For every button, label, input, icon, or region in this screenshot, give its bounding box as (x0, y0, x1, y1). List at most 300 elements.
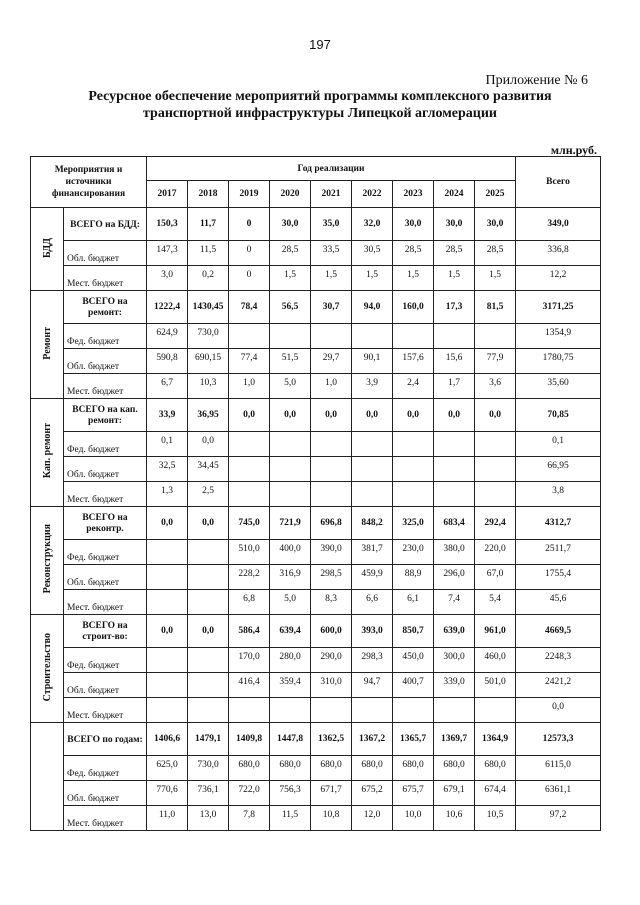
value-cell: 67,0 (475, 565, 516, 590)
value-cell: 1,5 (270, 266, 311, 291)
table-row (31, 781, 601, 806)
value-cell: 11,0 (147, 806, 188, 831)
value-cell: 51,5 (270, 349, 311, 374)
value-cell: 0 (229, 208, 270, 241)
total-cell: 45,6 (516, 590, 601, 615)
value-cell: 400,0 (270, 540, 311, 565)
value-cell: 28,5 (475, 241, 516, 266)
total-cell: 12573,3 (516, 723, 601, 756)
table-total-row (31, 723, 601, 756)
table-row (31, 590, 601, 615)
value-cell: 228,2 (229, 565, 270, 590)
value-cell: 29,7 (311, 349, 352, 374)
value-cell: 416,4 (229, 673, 270, 698)
value-cell (475, 457, 516, 482)
total-cell: 70,85 (516, 399, 601, 432)
value-cell: 33,9 (147, 399, 188, 432)
group-label-cell (31, 399, 64, 507)
row-label: Мест. бюджет (64, 482, 147, 507)
group-label-cell (31, 507, 64, 615)
header-year: 2025 (475, 181, 516, 208)
value-cell: 690,15 (188, 349, 229, 374)
row-label: Фед. бюджет (64, 648, 147, 673)
value-cell (188, 540, 229, 565)
row-label: Мест. бюджет (64, 590, 147, 615)
value-cell: 316,9 (270, 565, 311, 590)
value-cell: 36,95 (188, 399, 229, 432)
table-row (31, 432, 601, 457)
value-cell: 6,7 (147, 374, 188, 399)
total-cell: 2248,3 (516, 648, 601, 673)
row-label: Фед. бюджет (64, 540, 147, 565)
value-cell: 696,8 (311, 507, 352, 540)
value-cell: 0,0 (393, 399, 434, 432)
value-cell: 10,0 (393, 806, 434, 831)
row-label: ВСЕГО на кап. ремонт: (64, 399, 147, 432)
value-cell: 680,0 (229, 756, 270, 781)
value-cell: 2,5 (188, 482, 229, 507)
value-cell (270, 698, 311, 723)
value-cell (475, 324, 516, 349)
value-cell: 30,0 (434, 208, 475, 241)
value-cell (229, 482, 270, 507)
value-cell: 1365,7 (393, 723, 434, 756)
value-cell: 680,0 (352, 756, 393, 781)
value-cell: 160,0 (393, 291, 434, 324)
value-cell (311, 698, 352, 723)
value-cell: 745,0 (229, 507, 270, 540)
table-body (31, 208, 601, 831)
table-total-row (31, 507, 601, 540)
value-cell: 0,0 (188, 507, 229, 540)
value-cell: 675,2 (352, 781, 393, 806)
value-cell: 30,0 (475, 208, 516, 241)
value-cell: 30,7 (311, 291, 352, 324)
value-cell: 501,0 (475, 673, 516, 698)
value-cell: 2,4 (393, 374, 434, 399)
row-label: ВСЕГО на ремонт: (64, 291, 147, 324)
table-row (31, 756, 601, 781)
value-cell (352, 698, 393, 723)
value-cell (229, 432, 270, 457)
value-cell (147, 565, 188, 590)
value-cell: 680,0 (393, 756, 434, 781)
table-row (31, 565, 601, 590)
value-cell: 56,5 (270, 291, 311, 324)
row-label: Мест. бюджет (64, 266, 147, 291)
value-cell: 150,3 (147, 208, 188, 241)
value-cell (188, 565, 229, 590)
group-label: Строительство (41, 632, 53, 702)
value-cell: 77,9 (475, 349, 516, 374)
table-row (31, 673, 601, 698)
value-cell: 1406,6 (147, 723, 188, 756)
title-line-1: Ресурсное обеспечение мероприятий программы комплексного развития (88, 89, 552, 104)
value-cell (393, 324, 434, 349)
value-cell: 722,0 (229, 781, 270, 806)
value-cell: 90,1 (352, 349, 393, 374)
table-row (31, 806, 601, 831)
value-cell: 30,0 (393, 208, 434, 241)
value-cell: 1367,2 (352, 723, 393, 756)
value-cell (434, 457, 475, 482)
header-year-group: Год реализации (147, 157, 516, 181)
header-year: 2024 (434, 181, 475, 208)
value-cell: 147,3 (147, 241, 188, 266)
value-cell: 157,6 (393, 349, 434, 374)
total-cell: 1354,9 (516, 324, 601, 349)
value-cell: 1,5 (393, 266, 434, 291)
value-cell: 8,3 (311, 590, 352, 615)
value-cell (475, 698, 516, 723)
value-cell: 0,0 (311, 399, 352, 432)
row-label: ВСЕГО на реконтр. (64, 507, 147, 540)
row-label: Обл. бюджет (64, 349, 147, 374)
value-cell: 1369,7 (434, 723, 475, 756)
row-label: ВСЕГО по годам: (64, 723, 147, 756)
value-cell: 671,7 (311, 781, 352, 806)
value-cell (311, 457, 352, 482)
value-cell: 736,1 (188, 781, 229, 806)
table-row (31, 266, 601, 291)
value-cell: 624,9 (147, 324, 188, 349)
group-label-cell (31, 208, 64, 291)
table-total-row (31, 208, 601, 241)
value-cell: 220,0 (475, 540, 516, 565)
value-cell: 7,4 (434, 590, 475, 615)
table-row (31, 374, 601, 399)
value-cell: 683,4 (434, 507, 475, 540)
group-label-cell (31, 615, 64, 723)
value-cell (270, 482, 311, 507)
row-label: Мест. бюджет (64, 698, 147, 723)
value-cell: 1,7 (434, 374, 475, 399)
value-cell: 11,7 (188, 208, 229, 241)
value-cell (352, 324, 393, 349)
value-cell: 770,6 (147, 781, 188, 806)
total-cell: 3,8 (516, 482, 601, 507)
table-row (31, 482, 601, 507)
value-cell: 28,5 (434, 241, 475, 266)
value-cell: 510,0 (229, 540, 270, 565)
value-cell: 721,9 (270, 507, 311, 540)
table-row (31, 349, 601, 374)
value-cell: 1222,4 (147, 291, 188, 324)
value-cell: 94,7 (352, 673, 393, 698)
value-cell: 680,0 (270, 756, 311, 781)
value-cell: 28,5 (270, 241, 311, 266)
value-cell: 325,0 (393, 507, 434, 540)
value-cell: 680,0 (475, 756, 516, 781)
total-cell: 35,60 (516, 374, 601, 399)
value-cell: 30,5 (352, 241, 393, 266)
group-label-cell (31, 723, 64, 831)
funding-table (30, 156, 601, 831)
value-cell: 400,7 (393, 673, 434, 698)
group-label-cell (31, 291, 64, 399)
total-cell: 2421,2 (516, 673, 601, 698)
value-cell: 1409,8 (229, 723, 270, 756)
value-cell: 680,0 (434, 756, 475, 781)
row-label: Фед. бюджет (64, 756, 147, 781)
value-cell: 298,3 (352, 648, 393, 673)
value-cell (270, 432, 311, 457)
value-cell: 756,3 (270, 781, 311, 806)
header-row-1 (31, 157, 601, 181)
value-cell: 3,9 (352, 374, 393, 399)
value-cell: 32,0 (352, 208, 393, 241)
value-cell (352, 457, 393, 482)
table-row (31, 324, 601, 349)
total-cell: 97,2 (516, 806, 601, 831)
value-cell: 11,5 (188, 241, 229, 266)
value-cell (311, 432, 352, 457)
value-cell: 310,0 (311, 673, 352, 698)
value-cell: 0,0 (229, 399, 270, 432)
value-cell (434, 324, 475, 349)
value-cell: 3,0 (147, 266, 188, 291)
value-cell: 290,0 (311, 648, 352, 673)
value-cell: 0,0 (188, 432, 229, 457)
table-total-row (31, 399, 601, 432)
table-row (31, 648, 601, 673)
group-label: Реконструкция (41, 524, 53, 594)
value-cell: 3,6 (475, 374, 516, 399)
value-cell: 10,6 (434, 806, 475, 831)
value-cell (393, 432, 434, 457)
appendix-label: Приложение № 6 (485, 73, 588, 88)
value-cell: 0,0 (147, 615, 188, 648)
value-cell (270, 457, 311, 482)
row-label: Фед. бюджет (64, 324, 147, 349)
total-cell: 2511,7 (516, 540, 601, 565)
value-cell: 94,0 (352, 291, 393, 324)
value-cell: 81,5 (475, 291, 516, 324)
value-cell: 1447,8 (270, 723, 311, 756)
value-cell: 0,0 (434, 399, 475, 432)
table-total-row (31, 291, 601, 324)
value-cell: 298,5 (311, 565, 352, 590)
total-cell: 3171,25 (516, 291, 601, 324)
value-cell (270, 324, 311, 349)
value-cell: 359,4 (270, 673, 311, 698)
value-cell: 961,0 (475, 615, 516, 648)
value-cell (352, 482, 393, 507)
value-cell: 1,0 (311, 374, 352, 399)
value-cell: 35,0 (311, 208, 352, 241)
value-cell: 590,8 (147, 349, 188, 374)
row-label: Обл. бюджет (64, 781, 147, 806)
table-row (31, 457, 601, 482)
header-year: 2021 (311, 181, 352, 208)
value-cell: 32,5 (147, 457, 188, 482)
value-cell: 730,0 (188, 756, 229, 781)
value-cell: 674,4 (475, 781, 516, 806)
group-label: Ремонт (41, 326, 53, 360)
value-cell: 292,4 (475, 507, 516, 540)
value-cell (147, 673, 188, 698)
value-cell (188, 590, 229, 615)
value-cell: 0,0 (188, 615, 229, 648)
value-cell (311, 324, 352, 349)
value-cell: 1,5 (352, 266, 393, 291)
value-cell (475, 432, 516, 457)
value-cell (393, 698, 434, 723)
group-label: БДД (41, 237, 53, 258)
title-line-2: транспортной инфраструктуры Липецкой агломерации (143, 106, 497, 121)
total-cell: 1780,75 (516, 349, 601, 374)
value-cell: 1,5 (475, 266, 516, 291)
value-cell (352, 432, 393, 457)
value-cell: 639,4 (270, 615, 311, 648)
value-cell: 12,0 (352, 806, 393, 831)
value-cell: 1430,45 (188, 291, 229, 324)
page-number: 197 (309, 37, 331, 52)
value-cell (311, 482, 352, 507)
value-cell: 28,5 (393, 241, 434, 266)
value-cell (434, 482, 475, 507)
value-cell (229, 324, 270, 349)
table-row (31, 698, 601, 723)
row-label: Фед. бюджет (64, 432, 147, 457)
value-cell: 1,0 (229, 374, 270, 399)
total-cell: 4669,5 (516, 615, 601, 648)
total-cell: 12,2 (516, 266, 601, 291)
value-cell: 450,0 (393, 648, 434, 673)
value-cell: 459,9 (352, 565, 393, 590)
value-cell (188, 648, 229, 673)
row-label: Мест. бюджет (64, 374, 147, 399)
total-cell: 1755,4 (516, 565, 601, 590)
value-cell: 380,0 (434, 540, 475, 565)
header-year: 2017 (147, 181, 188, 208)
row-label: Обл. бюджет (64, 241, 147, 266)
value-cell: 1,5 (434, 266, 475, 291)
value-cell: 390,0 (311, 540, 352, 565)
value-cell: 730,0 (188, 324, 229, 349)
value-cell: 5,0 (270, 374, 311, 399)
value-cell: 1,5 (311, 266, 352, 291)
value-cell: 0,0 (475, 399, 516, 432)
value-cell: 78,4 (229, 291, 270, 324)
value-cell: 77,4 (229, 349, 270, 374)
value-cell: 5,0 (270, 590, 311, 615)
total-cell: 336,8 (516, 241, 601, 266)
value-cell: 6,1 (393, 590, 434, 615)
value-cell: 296,0 (434, 565, 475, 590)
total-cell: 6361,1 (516, 781, 601, 806)
value-cell (393, 482, 434, 507)
header-year: 2020 (270, 181, 311, 208)
value-cell (147, 540, 188, 565)
value-cell: 11,5 (270, 806, 311, 831)
value-cell: 0,0 (147, 507, 188, 540)
value-cell: 0 (229, 266, 270, 291)
value-cell: 88,9 (393, 565, 434, 590)
total-cell: 0,1 (516, 432, 601, 457)
value-cell: 34,45 (188, 457, 229, 482)
value-cell (229, 457, 270, 482)
row-label: Мест. бюджет (64, 806, 147, 831)
value-cell: 679,1 (434, 781, 475, 806)
value-cell: 0,2 (188, 266, 229, 291)
table-row (31, 540, 601, 565)
value-cell: 280,0 (270, 648, 311, 673)
value-cell: 393,0 (352, 615, 393, 648)
value-cell: 300,0 (434, 648, 475, 673)
value-cell: 30,0 (270, 208, 311, 241)
value-cell: 10,5 (475, 806, 516, 831)
value-cell: 0,0 (352, 399, 393, 432)
value-cell: 7,8 (229, 806, 270, 831)
value-cell (229, 698, 270, 723)
group-label: Кап. ремонт (41, 423, 53, 479)
value-cell: 10,8 (311, 806, 352, 831)
row-label: ВСЕГО на БДД: (64, 208, 147, 241)
value-cell: 0 (229, 241, 270, 266)
value-cell: 680,0 (311, 756, 352, 781)
value-cell: 5,4 (475, 590, 516, 615)
header-year: 2023 (393, 181, 434, 208)
table-row (31, 241, 601, 266)
header-year: 2022 (352, 181, 393, 208)
value-cell: 1479,1 (188, 723, 229, 756)
value-cell (434, 432, 475, 457)
table-total-row (31, 615, 601, 648)
value-cell: 600,0 (311, 615, 352, 648)
header-year: 2019 (229, 181, 270, 208)
value-cell: 15,6 (434, 349, 475, 374)
document-title (40, 88, 600, 122)
value-cell: 6,6 (352, 590, 393, 615)
value-cell: 33,5 (311, 241, 352, 266)
value-cell (393, 457, 434, 482)
total-cell: 4312,7 (516, 507, 601, 540)
value-cell: 0,0 (270, 399, 311, 432)
value-cell: 13,0 (188, 806, 229, 831)
total-cell: 0,0 (516, 698, 601, 723)
header-year: 2018 (188, 181, 229, 208)
value-cell: 586,4 (229, 615, 270, 648)
value-cell: 381,7 (352, 540, 393, 565)
value-cell: 848,2 (352, 507, 393, 540)
value-cell: 1,3 (147, 482, 188, 507)
value-cell (188, 698, 229, 723)
value-cell (147, 648, 188, 673)
value-cell: 10,3 (188, 374, 229, 399)
value-cell (434, 698, 475, 723)
unit-label: млн.руб. (550, 143, 597, 157)
value-cell: 17,3 (434, 291, 475, 324)
row-label: ВСЕГО на строит-во: (64, 615, 147, 648)
value-cell: 230,0 (393, 540, 434, 565)
row-label: Обл. бюджет (64, 673, 147, 698)
value-cell: 1364,9 (475, 723, 516, 756)
value-cell: 0,1 (147, 432, 188, 457)
value-cell: 639,0 (434, 615, 475, 648)
total-cell: 66,95 (516, 457, 601, 482)
row-label: Обл. бюджет (64, 565, 147, 590)
total-cell: 6115,0 (516, 756, 601, 781)
header-total: Всего (516, 157, 601, 208)
row-label: Обл. бюджет (64, 457, 147, 482)
value-cell: 460,0 (475, 648, 516, 673)
total-cell: 349,0 (516, 208, 601, 241)
value-cell: 1362,5 (311, 723, 352, 756)
value-cell: 6,8 (229, 590, 270, 615)
value-cell (147, 590, 188, 615)
value-cell (188, 673, 229, 698)
